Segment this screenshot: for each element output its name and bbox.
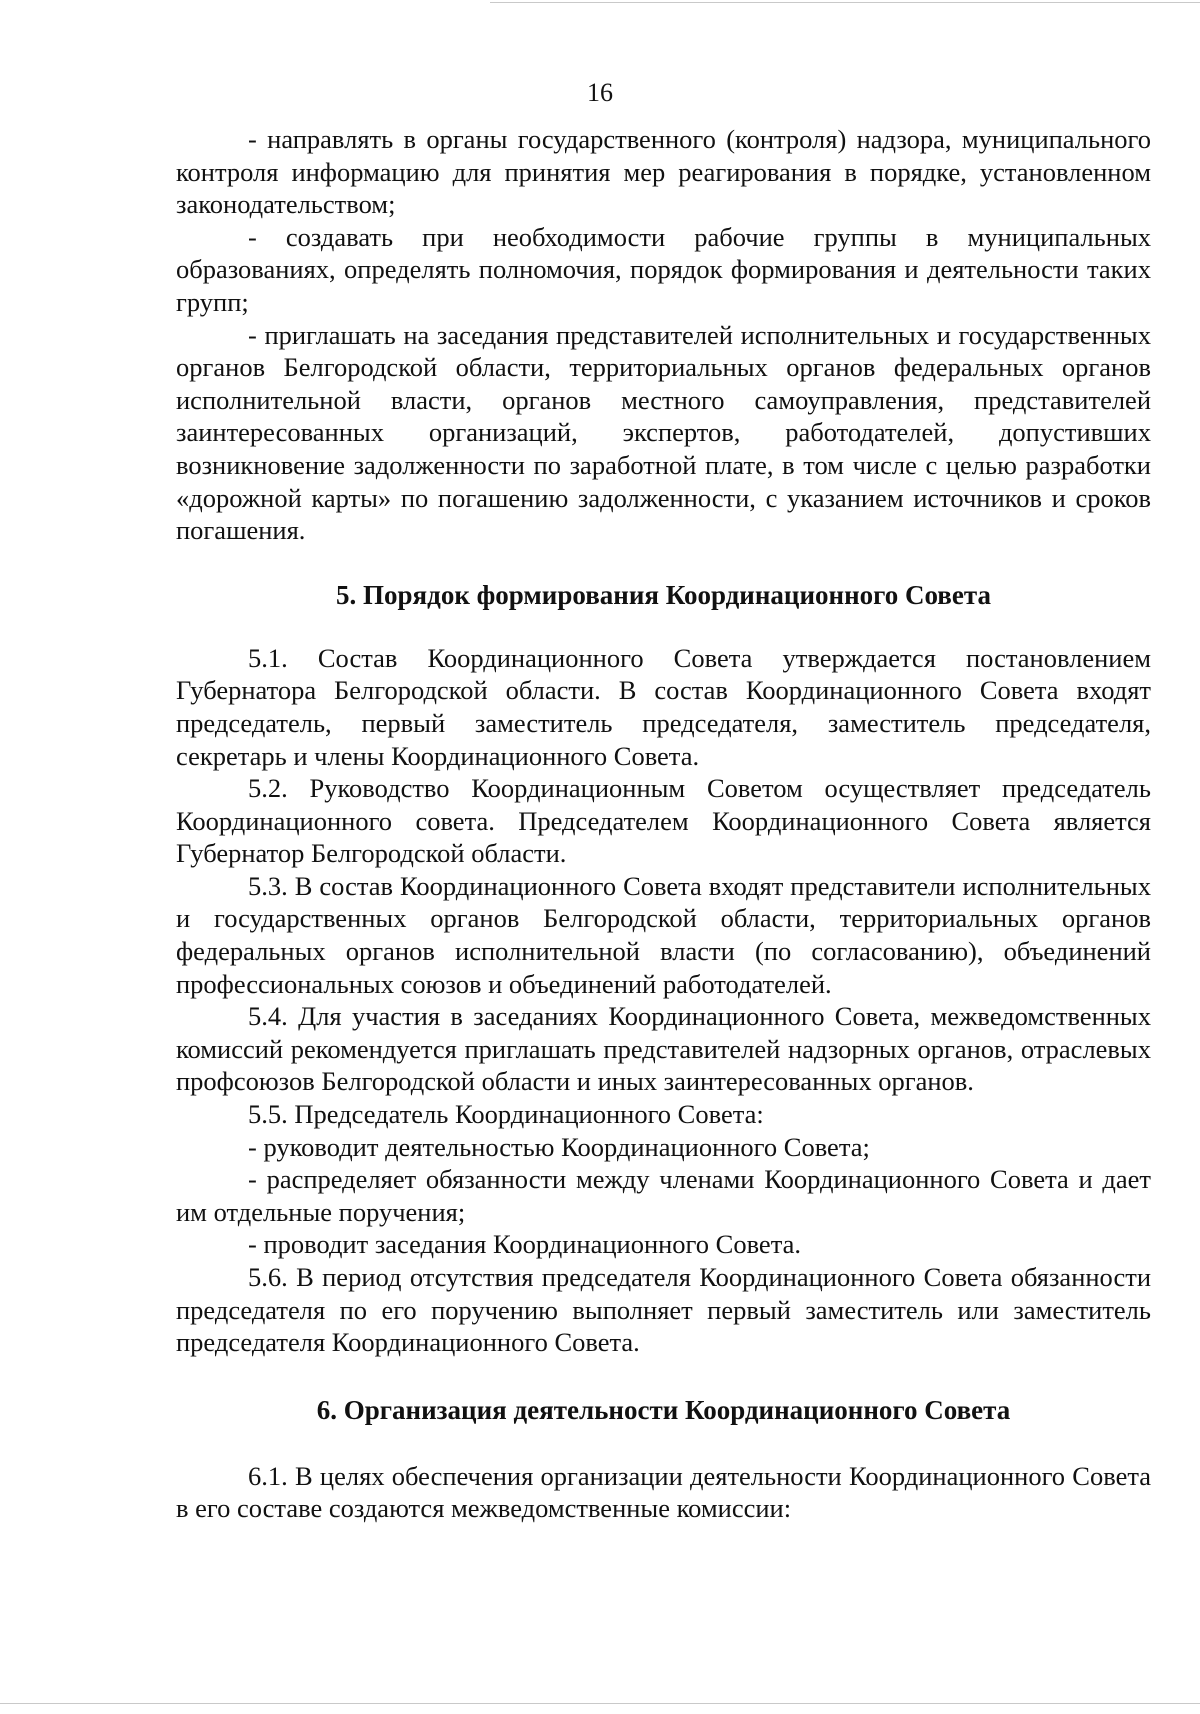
section-6-heading: 6. Организация деятельности Координационного Совета xyxy=(316,1394,1011,1425)
paragraph-5-5: 5.5. Председатель Координационного Совета: xyxy=(248,1099,764,1130)
paragraph-6-1: 6.1. В целях обеспечения организации деятельности Координационного Совета в его составе создаются межведомственные комиссии: xyxy=(176,1460,1151,1524)
paragraph-5-6: 5.6. В период отсутствия председателя Координационного Совета обязанности председателя по его поручению выполняет первый заместитель или заместитель председателя Координационного Совета. xyxy=(176,1262,1151,1358)
list-item-distributes-duties: - распределяет обязанности между членами Координационного Совета и дает им отдельные поручения; xyxy=(176,1164,1151,1227)
paragraph-5-3: 5.3. В состав Координационного Совета входят представители исполнительных и государственных органов Белгородской области, территориальных органов федеральных органов исполнительной власти (по согласованию), объединений профессиональных союзов и объединений работодателей. xyxy=(176,870,1151,999)
document-body xyxy=(176,123,1151,1525)
page-number: 16 xyxy=(587,78,613,107)
paragraph-5-4: 5.4. Для участия в заседаниях Координационного Совета, межведомственных комиссий рекомендуется приглашать представителей надзорных органов, отраслевых профсоюзов Белгородской области и иных заинтересованных органов. xyxy=(176,1001,1151,1097)
paragraph-5-2: 5.2. Руководство Координационным Советом осуществляет председатель Координационного совета. Председателем Координационного Совета является Губернатор Белгородской области. xyxy=(176,773,1151,869)
list-item-holds-meetings: - проводит заседания Координационного Совета. xyxy=(248,1229,801,1260)
scan-edge-top xyxy=(490,2,1200,3)
paragraph-invite-representatives: - приглашать на заседания представителей исполнительных и государственных органов Белгородской области, территориальных органов федеральных органов исполнительной власти, органов местного самоуправления, представителей заинтересованных организаций, экспертов, работодателей, допустивших возникновение задолженности по заработной плате, в том числе с целью разработки «дорожной карты» по погашению задолженности, с указанием источников и сроков погашения. xyxy=(176,319,1151,546)
section-5-heading: 5. Порядок формирования Координационного Совета xyxy=(336,579,991,610)
paragraph-direct-information: - направлять в органы государственного (контроля) надзора, муниципального контроля информацию для принятия мер реагирования в порядке, установленном законодательством; xyxy=(176,124,1151,220)
scan-edge-bottom xyxy=(0,1703,1200,1704)
paragraph-create-working-groups: - создавать при необходимости рабочие группы в муниципальных образованиях, определять полномочия, порядок формирования и деятельности таких групп; xyxy=(176,221,1151,317)
list-item-leads-activity: - руководит деятельностью Координационного Совета; xyxy=(248,1131,870,1162)
paragraph-5-1: 5.1. Состав Координационного Совета утверждается постановлением Губернатора Белгородской области. В состав Координационного Совета входят председатель, первый заместитель председателя, заместитель председателя, секретарь и члены Координационного Совета. xyxy=(176,642,1151,771)
